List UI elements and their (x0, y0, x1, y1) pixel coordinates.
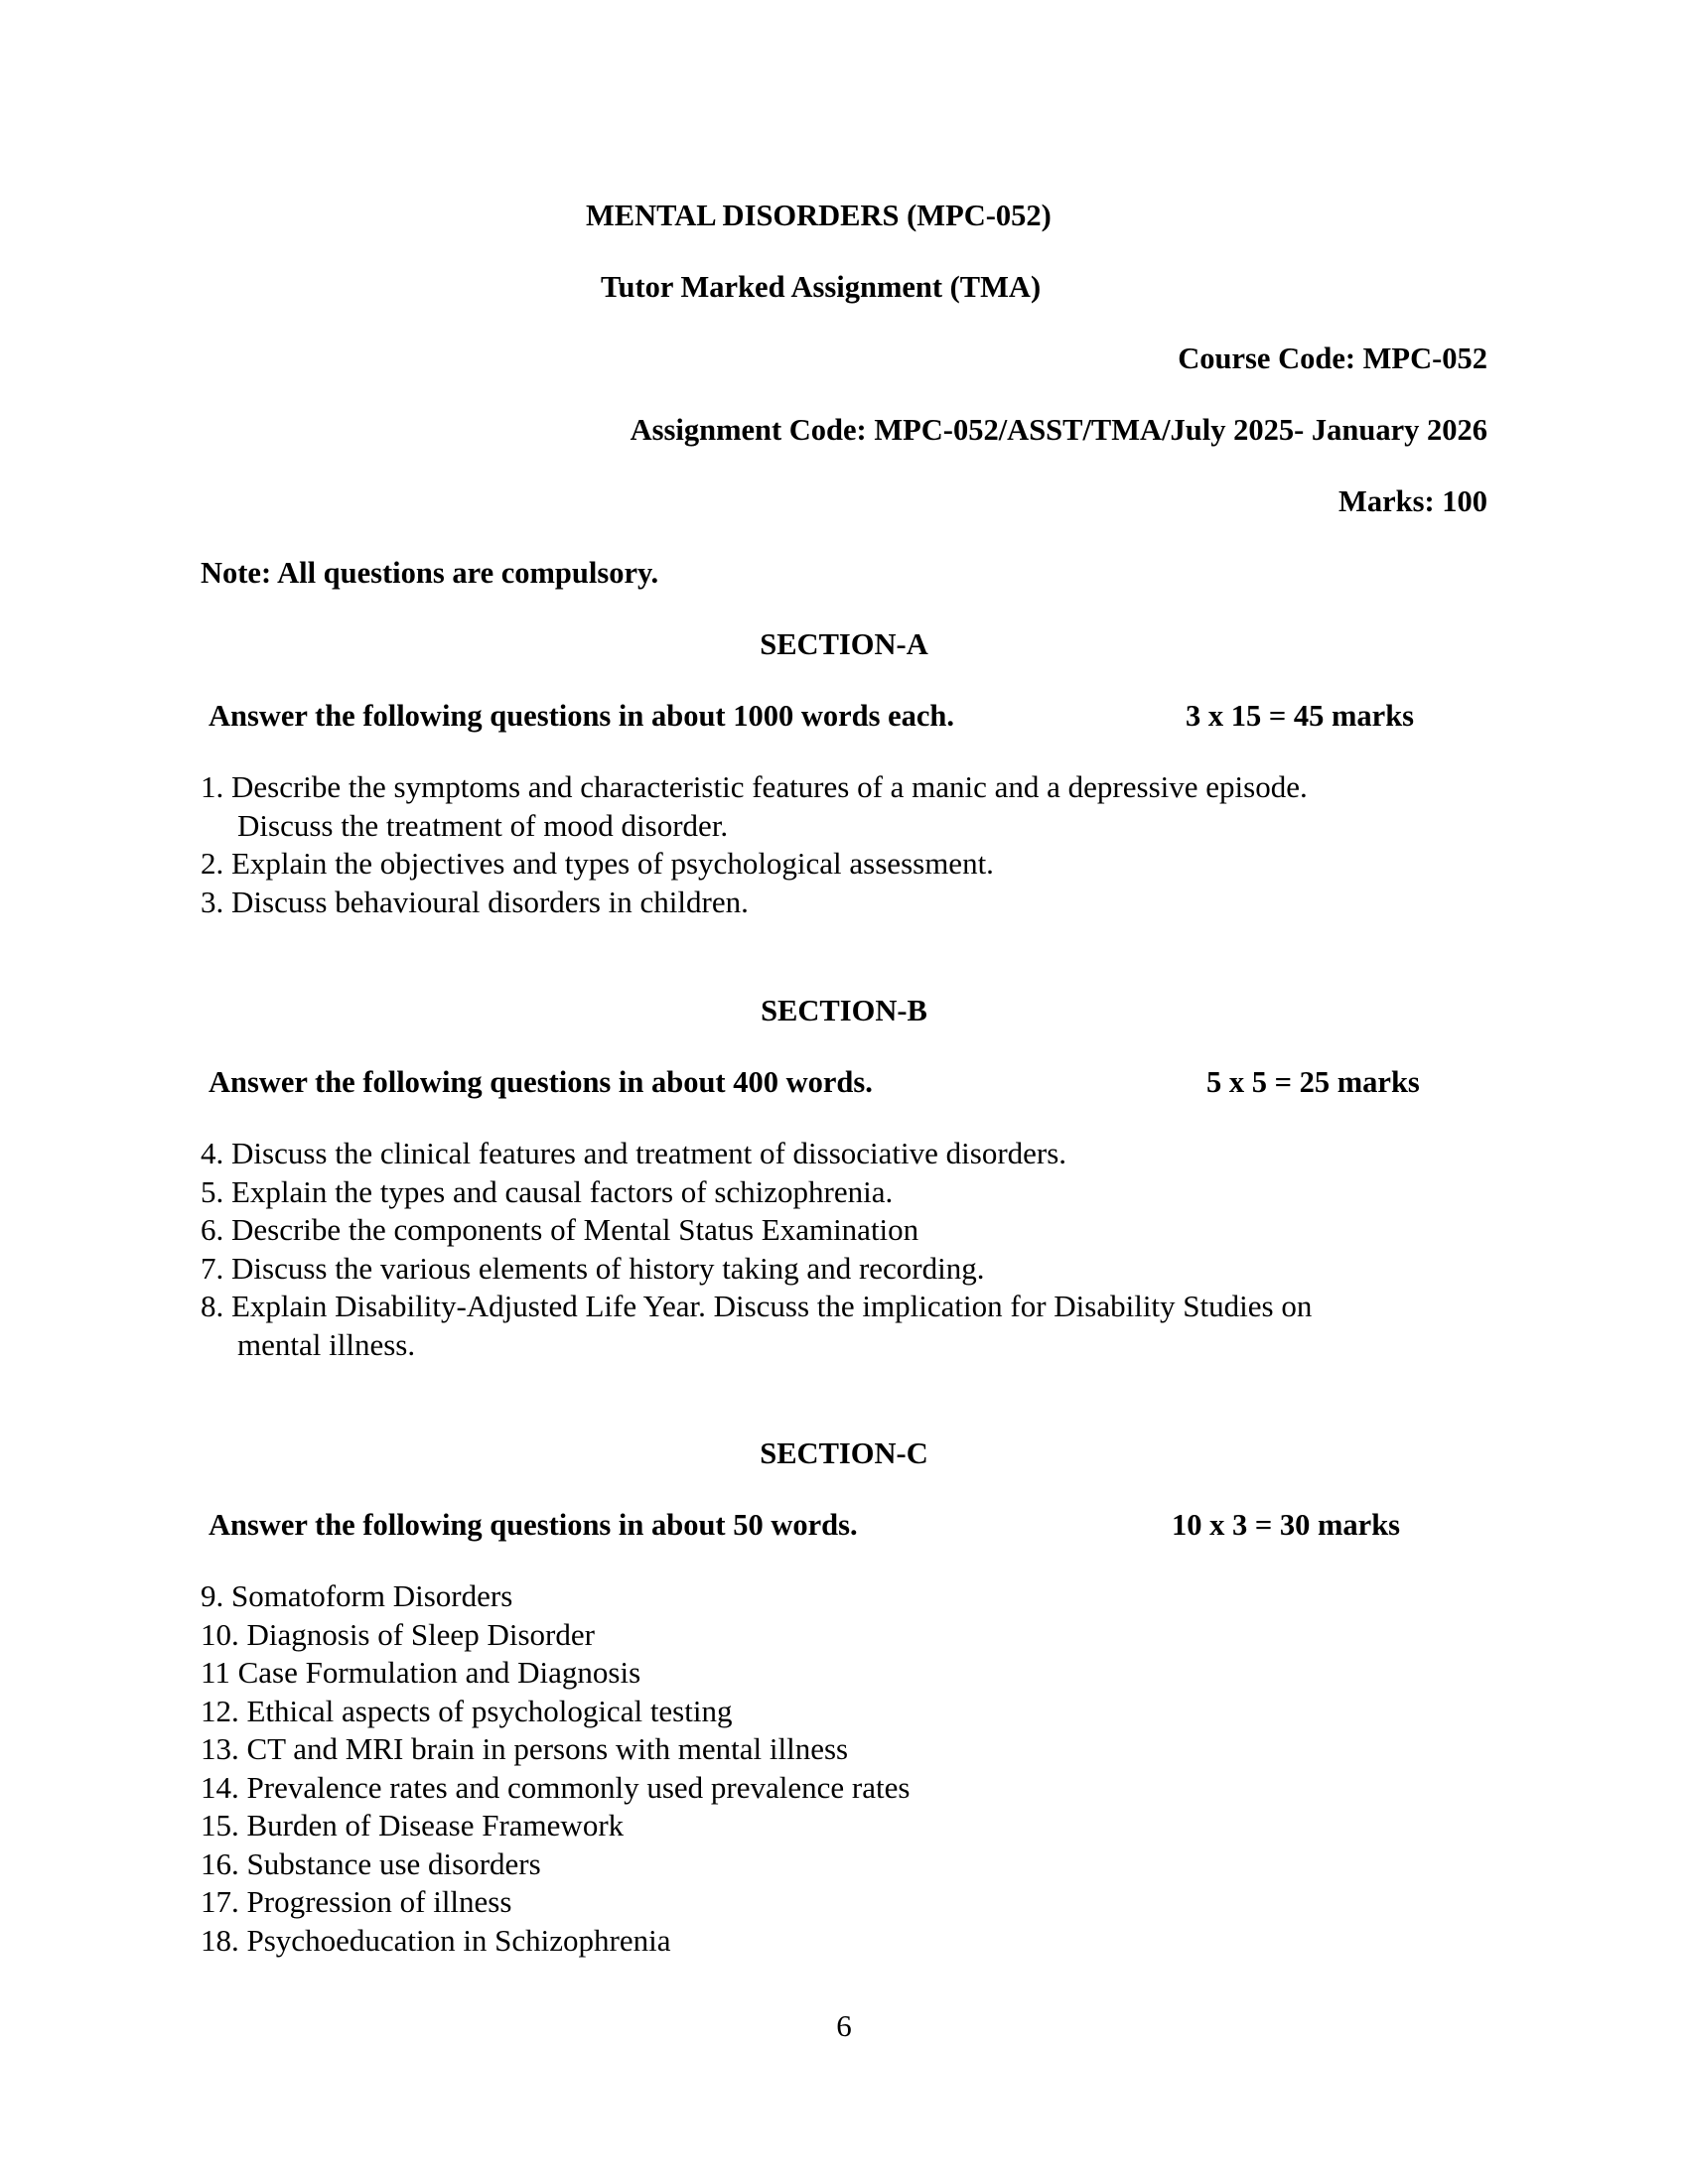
question-10: 10. Diagnosis of Sleep Disorder (201, 1616, 595, 1652)
question-4: 4. Discuss the clinical features and treatment of dissociative disorders. (201, 1136, 1067, 1170)
question-15: 15. Burden of Disease Framework (201, 1808, 625, 1843)
section-c-questions (201, 1577, 910, 1960)
question-1: 1. Describe the symptoms and characteristic features of a manic and a depressive episode. (201, 769, 1308, 804)
question-12: 12. Ethical aspects of psychological testing (201, 1693, 733, 1728)
question-14: 14. Prevalence rates and commonly used prevalence rates (201, 1769, 911, 1805)
document-title: MENTAL DISORDERS (MPC-052) (586, 199, 1052, 232)
assignment-code: Assignment Code: MPC-052/ASST/TMA/July 2025- January 2026 (630, 413, 1487, 447)
section-a-heading: SECTION-A (760, 627, 928, 661)
page-number: 6 (836, 2008, 852, 2043)
question-13: 13. CT and MRI brain in persons with mental illness (201, 1731, 849, 1766)
section-b-heading: SECTION-B (761, 994, 927, 1027)
question-9: 9. Somatoform Disorders (201, 1578, 513, 1613)
question-18: 18. Psychoeducation in Schizophrenia (201, 1922, 671, 1958)
section-c-heading: SECTION-C (760, 1436, 928, 1470)
question-5: 5. Explain the types and causal factors of schizophrenia. (201, 1173, 894, 1209)
section-a-instruction: Answer the following questions in about 1000 words each. (209, 699, 955, 733)
question-8: 8. Explain Disability-Adjusted Life Year. Discuss the implication for Disability Studies on (201, 1289, 1313, 1323)
question-3: 3. Discuss behavioural disorders in children. (201, 884, 749, 919)
question-1-continued: Discuss the treatment of mood disorder. (237, 807, 729, 843)
document-subtitle: Tutor Marked Assignment (TMA) (601, 270, 1042, 304)
section-a-marks: 3 x 15 = 45 marks (1186, 699, 1415, 733)
question-2: 2. Explain the objectives and types of psychological assessment. (201, 846, 994, 881)
total-marks: Marks: 100 (1338, 484, 1487, 518)
section-c-instruction: Answer the following questions in about 50 words. (209, 1508, 858, 1542)
section-b-questions (201, 1135, 1312, 1364)
course-code: Course Code: MPC-052 (1178, 341, 1487, 375)
question-8-continued: mental illness. (237, 1326, 416, 1362)
question-7: 7. Discuss the various elements of history taking and recording. (201, 1250, 985, 1286)
section-b-marks: 5 x 5 = 25 marks (1206, 1065, 1420, 1099)
question-6: 6. Describe the components of Mental Status Examination (201, 1212, 919, 1247)
section-a-questions (201, 768, 1308, 921)
question-11: 11 Case Formulation and Diagnosis (201, 1655, 641, 1690)
compulsory-note: Note: All questions are compulsory. (201, 556, 659, 590)
question-17: 17. Progression of illness (201, 1884, 512, 1919)
question-16: 16. Substance use disorders (201, 1845, 541, 1881)
section-b-instruction: Answer the following questions in about 400 words. (209, 1065, 873, 1099)
section-c-marks: 10 x 3 = 30 marks (1172, 1508, 1401, 1542)
